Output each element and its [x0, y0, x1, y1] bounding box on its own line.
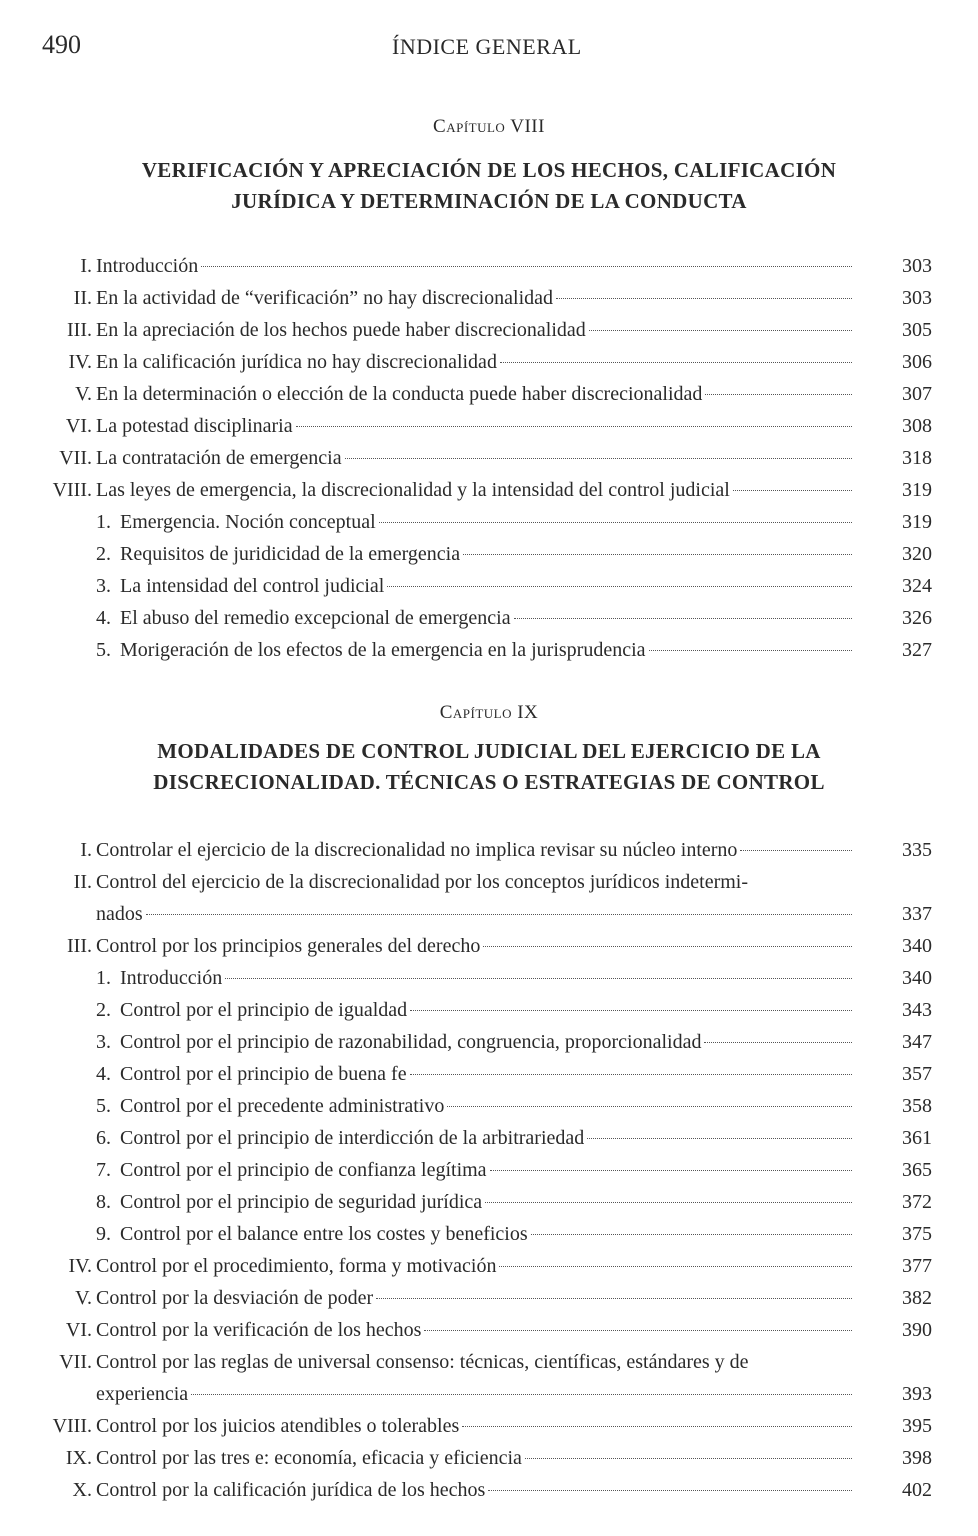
toc-entry-text-wrap	[120, 1026, 852, 1058]
toc-entry-text: Control por el principio de interdicción de la arbitrariedad	[120, 1127, 585, 1149]
toc-entry-number: III.	[67, 319, 92, 341]
toc-entry-number: V.	[75, 1287, 92, 1309]
dot-leader	[485, 1202, 852, 1203]
toc-entry-number: VIII.	[52, 479, 92, 501]
toc-entry-page: 318	[902, 447, 932, 469]
dot-leader	[514, 618, 852, 619]
toc-entry-text-wrap	[96, 378, 852, 410]
dot-leader	[589, 330, 852, 331]
toc-entry-text-wrap	[120, 1186, 852, 1218]
toc-entry	[0, 1218, 978, 1250]
toc-entry	[0, 538, 978, 570]
dot-leader	[463, 554, 852, 555]
toc-entry-number: 3.	[96, 1031, 111, 1053]
toc-entry-text: Introducción	[96, 255, 199, 277]
dot-leader	[379, 522, 852, 523]
toc-entry-text: El abuso del remedio excepcional de emergencia	[120, 607, 511, 629]
toc-entry-text-wrap	[96, 442, 852, 474]
toc-entry-text-wrap	[120, 1058, 852, 1090]
toc-entry-number: VII.	[59, 447, 92, 469]
toc-entry-page: 326	[902, 607, 932, 629]
running-head: ÍNDICE GENERAL	[392, 34, 582, 59]
dot-leader	[201, 266, 852, 267]
toc-entry-number: VI.	[65, 415, 92, 437]
toc-entry-text-wrap	[96, 834, 852, 866]
dot-leader	[531, 1234, 852, 1235]
toc-entry-text-wrap	[120, 634, 852, 666]
toc-entry-text-wrap	[120, 1090, 852, 1122]
dot-leader	[525, 1458, 852, 1459]
dot-leader	[376, 1298, 852, 1299]
chapter-9-label: Capítulo IX	[439, 702, 539, 723]
toc-entry-text-wrap	[96, 410, 852, 442]
toc-entry-text: Morigeración de los efectos de la emergencia en la jurisprudencia	[120, 639, 646, 661]
toc-entry-page: 308	[902, 415, 932, 437]
dot-leader	[483, 946, 852, 947]
toc-entry-text: Las leyes de emergencia, la discrecionalidad y la intensidad del control judicial	[96, 479, 730, 501]
toc-entry-page: 347	[902, 1031, 932, 1053]
toc-entry-text-line1: Control del ejercicio de la discrecionalidad por los conceptos jurídicos indetermi-	[96, 871, 749, 893]
dot-leader	[733, 490, 852, 491]
toc-entry-number: 2.	[96, 543, 111, 565]
toc-entry-text: Control por la calificación jurídica de los hechos	[96, 1479, 486, 1501]
toc-entry-text: En la determinación o elección de la conducta puede haber discrecionalidad	[96, 383, 703, 405]
toc-entry-number: V.	[75, 383, 92, 405]
toc-entry-text: Controlar el ejercicio de la discrecionalidad no implica revisar su núcleo interno	[96, 839, 738, 861]
toc-entry-text-wrap	[96, 282, 852, 314]
toc-entry-number: I.	[80, 839, 92, 861]
toc-entry	[0, 602, 978, 634]
toc-entry-text: Control por el principio de seguridad jurídica	[120, 1191, 483, 1213]
toc-entry-text-wrap	[96, 898, 852, 930]
dot-leader	[499, 1266, 852, 1267]
toc-entry-page: 324	[902, 575, 932, 597]
toc-entry-text-wrap	[96, 1442, 852, 1474]
chapter-9-toc	[0, 834, 978, 1506]
dot-leader	[191, 1394, 852, 1395]
toc-entry	[0, 506, 978, 538]
toc-entry-page: 327	[902, 639, 932, 661]
toc-entry-number: III.	[67, 935, 92, 957]
dot-leader	[410, 1074, 852, 1075]
toc-entry-page: 398	[902, 1447, 932, 1469]
toc-entry-text-wrap	[120, 506, 852, 538]
dot-leader	[410, 1010, 852, 1011]
toc-entry	[0, 1346, 978, 1410]
toc-entry-text-wrap	[96, 930, 852, 962]
toc-entry-page: 402	[902, 1479, 932, 1501]
toc-entry-text-wrap	[96, 1474, 852, 1506]
toc-entry-text-wrap	[96, 1410, 852, 1442]
toc-entry	[0, 1410, 978, 1442]
toc-entry-text-wrap	[96, 474, 852, 506]
toc-entry-number: II.	[73, 287, 92, 309]
toc-entry	[0, 1282, 978, 1314]
toc-entry	[0, 1314, 978, 1346]
toc-entry-text: Control por el principio de buena fe	[120, 1063, 407, 1085]
toc-entry-number: 6.	[96, 1127, 111, 1149]
toc-entry	[0, 930, 978, 962]
toc-entry-page: 377	[902, 1255, 932, 1277]
toc-entry	[0, 1058, 978, 1090]
toc-entry-number: 3.	[96, 575, 111, 597]
toc-entry-text: Control por los juicios atendibles o tolerables	[96, 1415, 460, 1437]
dot-leader	[462, 1426, 852, 1427]
toc-entry-text-wrap	[96, 1282, 852, 1314]
toc-entry-text-wrap	[120, 602, 852, 634]
toc-entry-number: 4.	[96, 1063, 111, 1085]
toc-entry-page: 320	[902, 543, 932, 565]
toc-entry-page: 372	[902, 1191, 932, 1213]
toc-entry-number: I.	[80, 255, 92, 277]
toc-entry-page: 375	[902, 1223, 932, 1245]
dot-leader	[490, 1170, 852, 1171]
toc-entry-page: 357	[902, 1063, 932, 1085]
toc-entry-number: VII.	[59, 1351, 92, 1373]
dot-leader	[387, 586, 852, 587]
toc-entry-text: Control por los principios generales del derecho	[96, 935, 481, 957]
dot-leader	[146, 914, 852, 915]
dot-leader	[225, 978, 852, 979]
toc-entry-text: nados	[96, 903, 143, 925]
toc-entry-text: Requisitos de juridicidad de la emergencia	[120, 543, 461, 565]
toc-entry-number: 5.	[96, 639, 111, 661]
toc-entry	[0, 282, 978, 314]
chapter-9-title	[90, 736, 888, 798]
toc-entry	[0, 1122, 978, 1154]
toc-entry-page: 340	[902, 935, 932, 957]
toc-entry-number: 7.	[96, 1159, 111, 1181]
toc-entry-text: Control por el principio de razonabilidad, congruencia, proporcionalidad	[120, 1031, 702, 1053]
chapter-8-title-line1: VERIFICACIÓN Y APRECIACIÓN DE LOS HECHOS, CALIFICACIÓN	[141, 158, 837, 182]
toc-entry-text-line1: Control por las reglas de universal consenso: técnicas, científicas, estándares y de	[96, 1351, 749, 1373]
toc-entry-number: IX.	[65, 1447, 92, 1469]
toc-entry-text: Control por el balance entre los costes y beneficios	[120, 1223, 528, 1245]
page-number: 490	[42, 30, 81, 59]
toc-entry	[0, 410, 978, 442]
toc-entry	[0, 346, 978, 378]
toc-entry-page: 365	[902, 1159, 932, 1181]
dot-leader	[587, 1138, 852, 1139]
toc-entry-page: 343	[902, 999, 932, 1021]
dot-leader	[556, 298, 852, 299]
toc-entry	[0, 474, 978, 506]
toc-entry	[0, 314, 978, 346]
toc-entry-page: 305	[902, 319, 932, 341]
toc-entry-number: IV.	[68, 1255, 92, 1277]
toc-entry-number: 1.	[96, 967, 111, 989]
toc-entry-text: experiencia	[96, 1383, 189, 1405]
toc-entry-page: 303	[902, 287, 932, 309]
toc-entry	[0, 570, 978, 602]
toc-entry-number: VIII.	[52, 1415, 92, 1437]
toc-entry-page: 307	[902, 383, 932, 405]
toc-entry	[0, 834, 978, 866]
toc-entry-text-wrap	[120, 570, 852, 602]
toc-entry-page: 393	[902, 1383, 932, 1405]
toc-entry-page: 319	[902, 479, 932, 501]
chapter-8-title	[90, 155, 888, 217]
toc-entry	[0, 442, 978, 474]
toc-entry-text-wrap	[120, 1122, 852, 1154]
toc-entry	[0, 1154, 978, 1186]
toc-entry-text-wrap	[96, 1378, 852, 1410]
toc-entry-text: Introducción	[120, 967, 223, 989]
toc-entry-text-wrap	[96, 1250, 852, 1282]
toc-entry-page: 306	[902, 351, 932, 373]
toc-entry-text-wrap	[120, 1218, 852, 1250]
toc-entry-number: II.	[73, 871, 92, 893]
toc-entry-text-wrap	[120, 994, 852, 1026]
chapter-9-title-line1: MODALIDADES DE CONTROL JUDICIAL DEL EJERCICIO DE LA	[157, 739, 821, 763]
toc-entry-text: En la calificación jurídica no hay discrecionalidad	[96, 351, 497, 373]
toc-entry-text: Control por el principio de igualdad	[120, 999, 408, 1021]
toc-entry-number: 9.	[96, 1223, 111, 1245]
toc-entry	[0, 994, 978, 1026]
toc-entry-text: Control por el principio de confianza legítima	[120, 1159, 487, 1181]
toc-entry	[0, 1474, 978, 1506]
toc-entry	[0, 1186, 978, 1218]
toc-entry-text-wrap	[120, 1154, 852, 1186]
toc-entry-page: 382	[902, 1287, 932, 1309]
toc-entry-number: 2.	[96, 999, 111, 1021]
dot-leader	[345, 458, 852, 459]
toc-entry-number: 5.	[96, 1095, 111, 1117]
toc-entry	[0, 250, 978, 282]
toc-entry-number: 4.	[96, 607, 111, 629]
dot-leader	[500, 362, 852, 363]
dot-leader	[296, 426, 852, 427]
chapter-8-toc	[0, 250, 978, 666]
dot-leader	[488, 1490, 852, 1491]
toc-entry-text-wrap	[96, 346, 852, 378]
toc-entry	[0, 1442, 978, 1474]
toc-entry-text: Control por el precedente administrativo	[120, 1095, 445, 1117]
chapter-8-label: Capítulo VIII	[433, 116, 545, 137]
toc-entry	[0, 634, 978, 666]
toc-entry	[0, 1250, 978, 1282]
dot-leader	[447, 1106, 852, 1107]
toc-entry	[0, 1090, 978, 1122]
toc-entry	[0, 866, 978, 930]
toc-entry-number: VI.	[65, 1319, 92, 1341]
toc-entry-number: IV.	[68, 351, 92, 373]
toc-entry-page: 395	[902, 1415, 932, 1437]
toc-entry-page: 361	[902, 1127, 932, 1149]
toc-entry-text: Control por las tres e: economía, eficacia y eficiencia	[96, 1447, 522, 1469]
toc-entry-page: 335	[902, 839, 932, 861]
toc-entry-text: En la apreciación de los hechos puede haber discrecionalidad	[96, 319, 586, 341]
toc-entry-text: Control por la verificación de los hechos	[96, 1319, 422, 1341]
toc-entry-text: La intensidad del control judicial	[120, 575, 385, 597]
toc-entry-text-wrap	[96, 250, 852, 282]
toc-entry-text: Emergencia. Noción conceptual	[120, 511, 376, 533]
toc-entry-page: 340	[902, 967, 932, 989]
toc-entry-text-wrap	[96, 314, 852, 346]
dot-leader	[704, 1042, 852, 1043]
toc-entry-number: X.	[72, 1479, 92, 1501]
toc-entry	[0, 378, 978, 410]
chapter-9-title-line2: DISCRECIONALIDAD. TÉCNICAS O ESTRATEGIAS DE CONTROL	[153, 770, 825, 794]
toc-entry-page: 319	[902, 511, 932, 533]
dot-leader	[649, 650, 852, 651]
dot-leader	[740, 850, 852, 851]
toc-entry-page: 337	[902, 903, 932, 925]
toc-entry-text-wrap	[96, 1314, 852, 1346]
toc-entry-number: 1.	[96, 511, 111, 533]
dot-leader	[424, 1330, 852, 1331]
toc-entry-text: Control por la desviación de poder	[96, 1287, 374, 1309]
toc-entry-text-wrap	[120, 962, 852, 994]
toc-entry-page: 303	[902, 255, 932, 277]
dot-leader	[705, 394, 852, 395]
toc-entry-text: En la actividad de “verificación” no hay discrecionalidad	[96, 287, 554, 309]
toc-entry-text: La potestad disciplinaria	[96, 415, 293, 437]
toc-entry-number: 8.	[96, 1191, 111, 1213]
toc-entry-text-wrap	[120, 538, 852, 570]
toc-entry-text: Control por el procedimiento, forma y motivación	[96, 1255, 497, 1277]
toc-entry	[0, 962, 978, 994]
toc-entry-text: La contratación de emergencia	[96, 447, 342, 469]
toc-entry-page: 390	[902, 1319, 932, 1341]
toc-entry	[0, 1026, 978, 1058]
toc-entry-page: 358	[902, 1095, 932, 1117]
chapter-8-title-line2: JURÍDICA Y DETERMINACIÓN DE LA CONDUCTA	[231, 189, 747, 213]
